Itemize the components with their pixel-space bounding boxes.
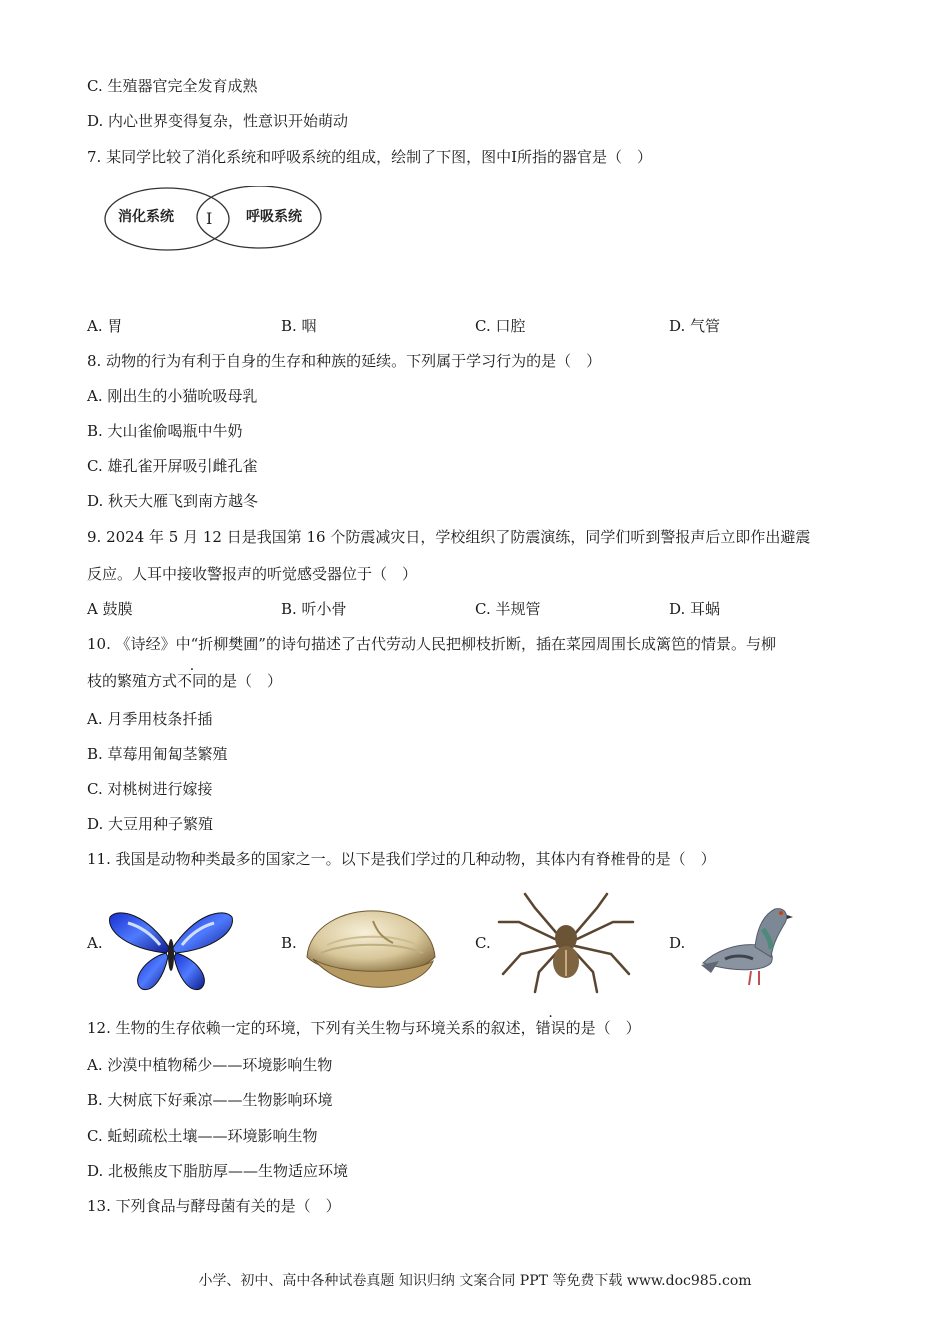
q10-option-c: C. 对桃树进行嫁接 <box>87 780 213 798</box>
q7-option-d: D. 气管 <box>669 317 721 335</box>
q10-stem-part2: 的是（ ） <box>207 672 283 690</box>
q12-option-a: A. 沙漠中植物稀少——环境影响生物 <box>87 1056 333 1074</box>
q8-option-a: A. 刚出生的小猫吮吸母乳 <box>87 387 258 405</box>
q10-stem-line1: 10. 《诗经》中“折柳樊圃”的诗句描述了古代劳动人民把柳枝折断，插在菜园周围长成篱笆的情景。与柳 <box>87 635 776 653</box>
q11-label-c: C. <box>475 934 491 952</box>
q6-option-d: D. 内心世界变得复杂，性意识开始萌动 <box>87 112 349 130</box>
venn-right-label: 呼吸系统 <box>246 209 302 225</box>
q12-option-c: C. 蚯蚓疏松土壤——环境影响生物 <box>87 1127 318 1145</box>
q8-option-c: C. 雄孔雀开屏吸引雌孔雀 <box>87 457 258 475</box>
q12-stem-part2: 的是（ ） <box>565 1019 641 1037</box>
q12-option-b: B. 大树底下好乘凉——生物影响环境 <box>87 1091 333 1109</box>
q9-stem-line2: 反应。人耳中接收警报声的听觉感受器位于（ ） <box>87 565 418 583</box>
q9-option-b: B. 听小骨 <box>281 600 347 618</box>
q9-option-c: C. 半规管 <box>475 600 541 618</box>
q13-stem: 13. 下列食品与酵母菌有关的是（ ） <box>87 1197 341 1215</box>
q10-option-d: D. 大豆用种子繁殖 <box>87 815 214 833</box>
q10-option-a: A. 月季用枝条扦插 <box>87 710 213 728</box>
q11-label-a: A. <box>87 934 103 952</box>
q7-option-a: A. 胃 <box>87 317 123 335</box>
q11-stem: 11. 我国是动物种类最多的国家之一。以下是我们学过的几种动物，其体内有脊椎骨的是（ ） <box>87 850 716 868</box>
venn-middle-label: Ⅰ <box>206 209 213 228</box>
q9-option-d: D. 耳蜗 <box>669 600 721 618</box>
spider-image <box>495 892 637 994</box>
q10-option-b: B. 草莓用匍匐茎繁殖 <box>87 745 228 763</box>
q12-stem <box>87 1018 641 1038</box>
page-footer: 小学、初中、高中各种试卷真题 知识归纳 文案合同 PPT 等免费下载 www.doc985.com <box>198 1273 752 1289</box>
q8-stem: 8. 动物的行为有利于自身的生存和种族的延续。下列属于学习行为的是（ ） <box>87 352 602 370</box>
q11-label-b: B. <box>281 934 297 952</box>
q10-emphasis: 不同 <box>177 672 208 690</box>
q7-option-c: C. 口腔 <box>475 317 526 335</box>
q10-stem-line2 <box>87 671 282 691</box>
butterfly-image <box>108 909 234 993</box>
pigeon-image <box>697 899 793 987</box>
q11-label-d: D. <box>669 934 686 952</box>
q9-stem-line1: 9. 2024 年 5 月 12 日是我国第 16 个防震减灾日，学校组织了防震演练，同学们听到警报声后立即作出避震 <box>87 528 811 546</box>
q12-stem-part1: 12. 生物的生存依赖一定的环境，下列有关生物与环境关系的叙述， <box>87 1019 536 1037</box>
q6-option-c: C. 生殖器官完全发育成熟 <box>87 77 258 95</box>
q8-option-d: D. 秋天大雁飞到南方越冬 <box>87 492 259 510</box>
venn-diagram <box>104 186 326 256</box>
q12-emphasis: 错误 <box>535 1019 566 1037</box>
clam-image <box>303 907 439 991</box>
q10-stem-part1: 枝的繁殖方式 <box>87 672 178 690</box>
q8-option-b: B. 大山雀偷喝瓶中牛奶 <box>87 422 243 440</box>
q7-stem: 7. 某同学比较了消化系统和呼吸系统的组成，绘制了下图，图中Ⅰ所指的器官是（ ） <box>87 148 653 166</box>
venn-left-label: 消化系统 <box>118 209 174 225</box>
q7-option-b: B. 咽 <box>281 317 317 335</box>
q9-option-a: A 鼓膜 <box>87 600 133 618</box>
q12-option-d: D. 北极熊皮下脂肪厚——生物适应环境 <box>87 1162 349 1180</box>
